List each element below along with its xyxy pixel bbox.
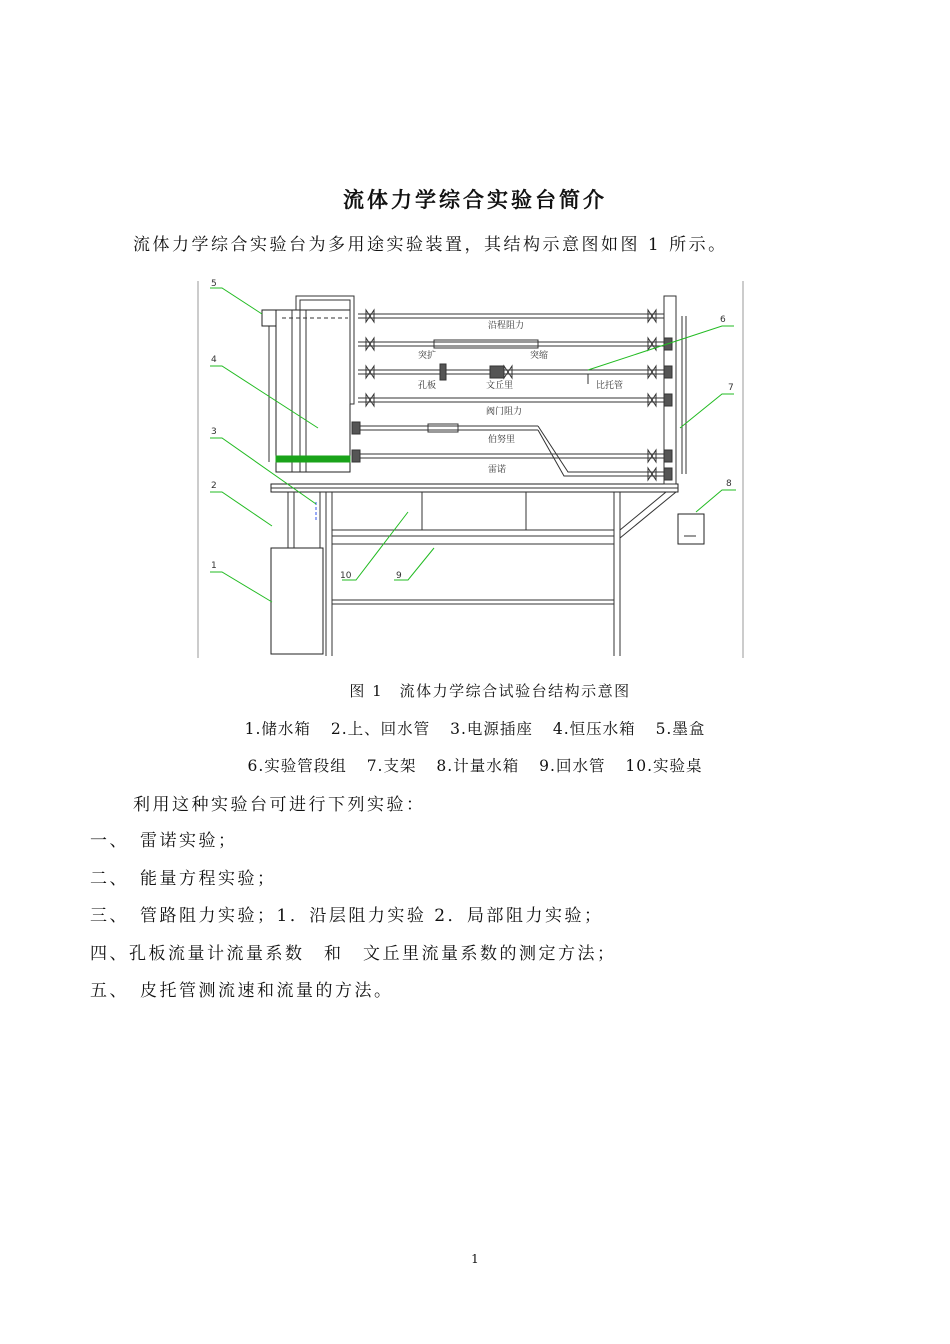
legend-item: 2.上、回水管 — [330, 720, 431, 738]
label-expand: 突扩 — [418, 351, 437, 361]
list-item: 五、 皮托管测流速和流量的方法。 — [90, 981, 394, 1001]
apparatus-diagram — [196, 276, 746, 660]
legend-item: 9.回水管 — [539, 757, 606, 775]
list-item: 二、 能量方程实验； — [90, 868, 277, 889]
legend-item: 10.实验桌 — [625, 757, 703, 775]
callout-5: 5 — [211, 279, 217, 289]
figure-caption: 图 1 流体力学综合试验台结构示意图 — [349, 682, 631, 700]
list-item: 四、孔板流量计流量系数 和 文丘里流量系数的测定方法； — [90, 943, 617, 964]
legend-row-1 — [0, 717, 950, 739]
intro-paragraph: 流体力学综合实验台为多用途实验装置，其结构示意图如图 1 所示。 — [133, 235, 728, 255]
legend-item: 7.支架 — [366, 757, 417, 775]
label-contract: 突缩 — [530, 351, 549, 361]
list-item: 三、 管路阻力实验；1．沿层阻力实验 2．局部阻力实验； — [90, 906, 604, 926]
callout-1: 1 — [211, 561, 217, 571]
list-item: 一、 雷诺实验； — [90, 831, 238, 851]
callout-7: 7 — [728, 383, 734, 393]
label-reynolds: 雷诺 — [488, 465, 507, 475]
callout-3: 3 — [211, 427, 217, 437]
legend-item: 3.电源插座 — [450, 720, 533, 738]
label-orifice: 孔板 — [418, 381, 437, 391]
label-bernoulli: 伯努里 — [488, 435, 516, 445]
legend-item: 6.实验管段组 — [247, 757, 347, 775]
page-number: 1 — [471, 1252, 479, 1266]
apparatus-figure — [196, 276, 746, 660]
label-pitot: 比托管 — [596, 381, 624, 391]
legend-item: 5.墨盒 — [655, 720, 706, 738]
legend-item: 4.恒压水箱 — [552, 720, 636, 738]
experiments-list — [90, 826, 617, 1014]
legend-row-2 — [0, 754, 950, 776]
callout-8: 8 — [726, 479, 732, 489]
label-venturi: 文丘里 — [486, 381, 514, 391]
experiments-lead: 利用这种实验台可进行下列实验： — [133, 795, 426, 815]
callout-4: 4 — [211, 355, 217, 365]
legend-item: 1.储水箱 — [244, 720, 311, 738]
callout-9: 9 — [396, 571, 402, 581]
label-friction: 沿程阻力 — [488, 321, 525, 331]
label-valve: 阀门阻力 — [486, 407, 523, 417]
legend-item: 8.计量水箱 — [436, 757, 520, 775]
callout-10: 10 — [340, 571, 352, 581]
callout-2: 2 — [211, 481, 217, 491]
callout-6: 6 — [720, 315, 726, 325]
page-title: 流体力学综合实验台简介 — [343, 188, 607, 212]
